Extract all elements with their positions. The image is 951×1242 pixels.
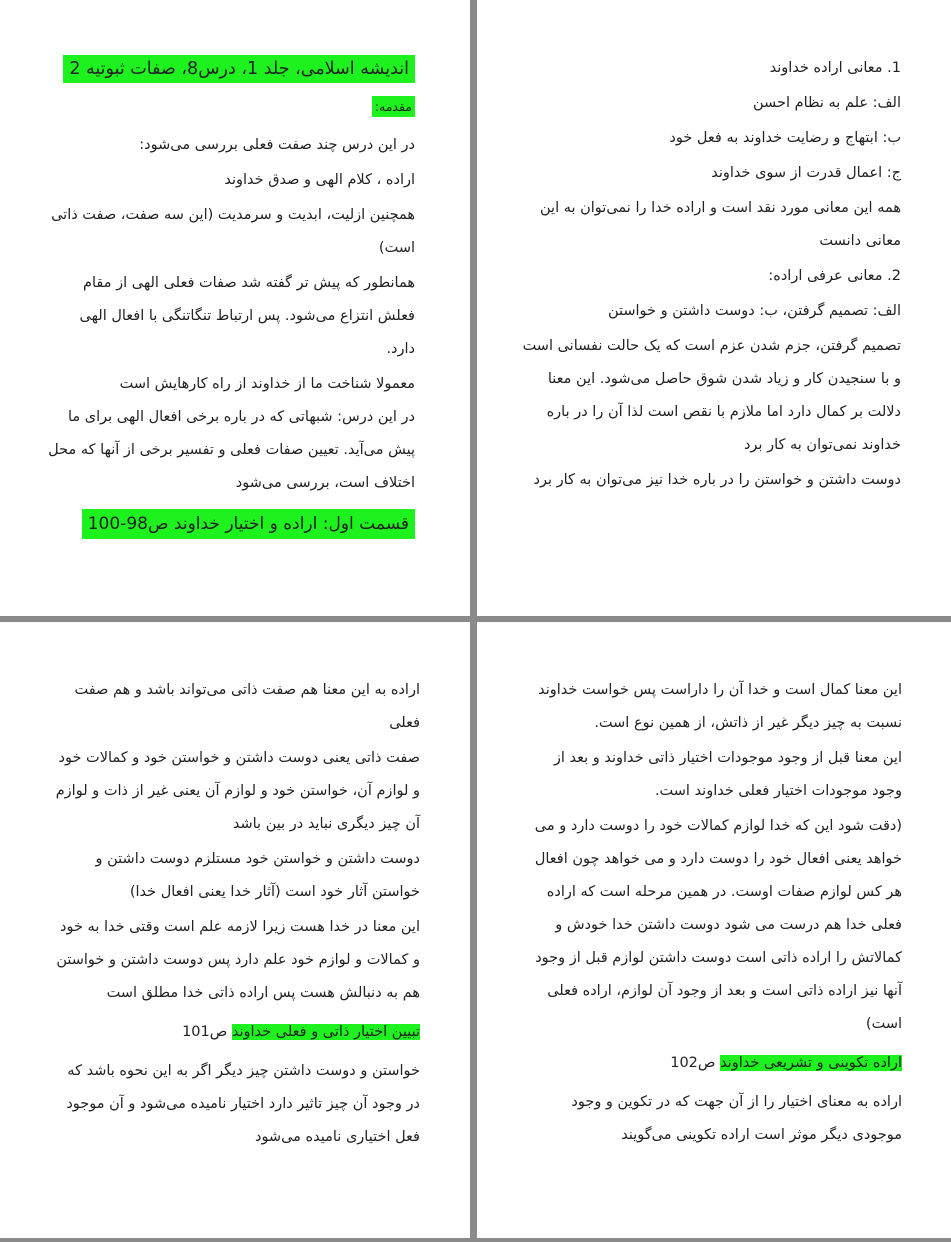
- section-heading: [522, 1047, 902, 1080]
- paragraph: الف: تصمیم گرفتن، ب: دوست داشتن و خواستن: [607, 303, 901, 319]
- heading-page-ref: ص102: [670, 1055, 721, 1071]
- page-bottom-left: [0, 622, 470, 1238]
- paragraph: صفت ذاتی یعنی دوست داشتن و خواستن خود و کمالات خود و لوازم آن، خواستن خود و لوازم آن یعنی غیر از ذات و لوازم آن چیز دیگری نباید در بین باشد: [55, 750, 420, 832]
- paragraph: این معنا در خدا هست زیرا لازمه علم است وقتی خدا به خود و کمالات و لوازم خود علم دارد پس دوست داشتن و خواستن هم به دنبالش هست پس اراده ذاتی خدا مطلق است: [56, 919, 420, 1001]
- page-bottom-right: [477, 622, 951, 1238]
- section-heading: [48, 508, 415, 541]
- highlighted-section-heading: اراده تکوینی و تشریعی خداوند: [720, 1055, 902, 1071]
- paragraph: 1. معانی اراده خداوند: [769, 60, 901, 76]
- paragraph: همانطور که پیش تر گفته شد صفات فعلی الهی از مقام فعلش انتزاع می‌شود. پس ارتباط تنگاتنگی با افعال الهی دارد.: [79, 275, 415, 357]
- paragraph: خواستن و دوست داشتن چیز دیگر اگر به این نحوه باشد که در وجود آن چیز تاثیر دارد اختیار نامیده می‌شود و آن موجود فعل اختیاری نامیده می‌شود: [66, 1063, 420, 1145]
- highlighted-intro-label: مقدمه:: [372, 96, 415, 117]
- paragraph: همچنین ازلیت، ابدیت و سرمدیت (این سه صفت، صفت ذاتی است): [51, 207, 415, 256]
- highlighted-section-heading: تبیین اختیار ذاتی و فعلی خداوند: [231, 1024, 420, 1040]
- paragraph: در این درس: شبهاتی که در باره برخی افعال الهی برای ما پیش می‌آید. تعیین صفات فعلی و تفسیر برخی از آنها که محل اختلاف است، بررسی می‌شود: [48, 409, 415, 491]
- paragraph: ج: اعمال قدرت از سوی خداوند: [711, 165, 901, 181]
- page-top-right: [477, 0, 951, 616]
- paragraph: اراده به این معنا هم صفت ذاتی می‌تواند باشد و هم صفت فعلی: [74, 682, 420, 731]
- paragraph: معمولا شناخت ما از خداوند از راه کارهایش است: [119, 376, 415, 392]
- heading-page-ref: ص101: [182, 1024, 232, 1040]
- paragraph: در این درس چند صفت فعلی بررسی می‌شود:: [139, 137, 415, 153]
- text-column: [50, 674, 420, 1154]
- paragraph: اراده ، کلام الهی و صدق خداوند: [224, 172, 415, 188]
- paragraph: 2. معانی عرفی اراده:: [768, 268, 901, 284]
- paragraph: دوست داشتن و خواستن خود مستلزم دوست داشتن و خواستن آثار خود است (آثار خدا یعنی افعال خدا): [95, 851, 420, 900]
- highlighted-title: اندیشه اسلامی، جلد 1، درس8، صفات ثبوتیه 2: [63, 55, 415, 83]
- paragraph: اراده به معنای اختیار را از آن جهت که در تکوین و وجود موجودی دیگر موثر است اراده تکوینی می‌گویند: [571, 1094, 902, 1143]
- paragraph: تصمیم گرفتن، جزم شدن عزم است که یک حالت نفسانی است و با سنجیدن کار و زیاد شدن شوق حاصل می‌شود. این معنا دلالت بر کمال دارد اما ملازم با نقص است لذا آن را در باره خداوند نمی‌توان به کار برد: [522, 338, 901, 453]
- paragraph: ب: ابتهاج و رضایت خداوند به فعل خود: [669, 130, 901, 146]
- text-column: [522, 674, 902, 1152]
- paragraph: (دقت شود این که خدا لوازم کمالات خود را دوست دارد و می خواهد یعنی افعال خود را دوست دارد و می خواهد چون افعال هر کس لوازم صفات اوست. در همین مرحله است که اراده فعلی خدا هم درست می شود دوست داشتن خدا خودش و کمالاتش را اراده ذاتی است دوست داشتن لوازم قبل از وجود آنها نیز اراده ذاتی است و بعد از وجود آن لوازم، اراده فعلی است): [534, 818, 902, 1032]
- text-column: [517, 52, 901, 497]
- section-heading: [50, 1016, 420, 1049]
- text-column: [48, 52, 415, 541]
- paragraph: الف: علم به نظام احسن: [753, 95, 901, 111]
- paragraph: همه این معانی مورد نقد است و اراده خدا را نمی‌توان به این معانی دانست: [540, 200, 901, 249]
- page-top-left: [0, 0, 470, 616]
- paragraph: این معنا قبل از وجود موجودات اختیار ذاتی خداوند و بعد از وجود موجودات اختیار فعلی خداوند است.: [553, 750, 902, 799]
- paragraph: این معنا کمال است و خدا آن را داراست پس خواست خداوند نسبت به چیز دیگر غیر از ذاتش، از همین نوع است.: [538, 682, 902, 731]
- highlighted-section-heading: قسمت اول: اراده و اختیار خداوند ص98-100: [82, 509, 415, 539]
- intro-label: [48, 90, 415, 123]
- page-title: [48, 52, 415, 86]
- paragraph: دوست داشتن و خواستن را در باره خدا نیز می‌توان به کار برد: [533, 472, 901, 488]
